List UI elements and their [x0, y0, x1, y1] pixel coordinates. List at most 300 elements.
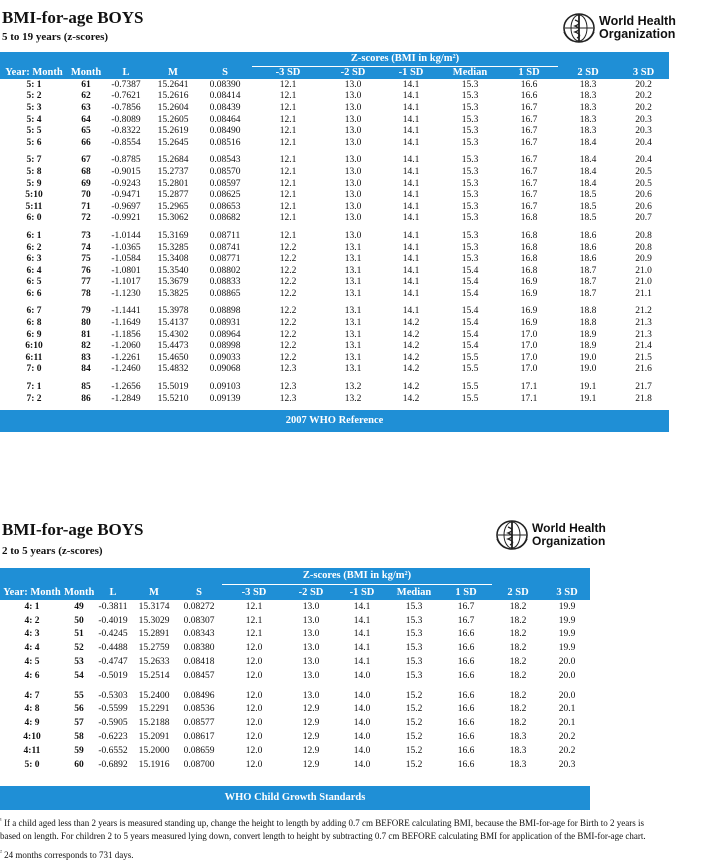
cell-minus3sd: 12.2 — [279, 341, 297, 352]
cell-s: 0.08464 — [209, 114, 241, 125]
cell-minus1sd: 14.2 — [402, 352, 420, 363]
cell-minus3sd: 12.2 — [279, 242, 297, 253]
cell-l: -0.9921 — [111, 213, 141, 224]
cell-minus1sd: 14.1 — [402, 166, 420, 177]
cell-minus1sd: 14.0 — [353, 690, 371, 701]
cell-l: -1.1017 — [111, 277, 141, 288]
cell-plus1sd: 16.8 — [520, 254, 538, 265]
cell-minus2sd: 13.0 — [344, 102, 362, 113]
table-row — [0, 655, 590, 669]
cell-s: 0.08964 — [209, 329, 241, 340]
logo-text-line2: Organization — [599, 27, 676, 41]
cell-plus3sd: 20.4 — [635, 155, 652, 166]
cell-minus3sd: 12.3 — [279, 364, 297, 375]
cell-m: 15.3825 — [157, 288, 189, 299]
cell-plus3sd: 20.5 — [635, 166, 652, 177]
cell-s: 0.09068 — [209, 364, 241, 375]
cell-median: 15.4 — [461, 288, 479, 299]
column-header-minus3sd: -3 SD — [252, 66, 324, 79]
cell-minus3sd: 12.1 — [279, 230, 297, 241]
cell-m: 15.5210 — [157, 393, 189, 404]
cell-m: 15.3408 — [157, 254, 189, 265]
cell-minus2sd: 12.9 — [302, 732, 320, 743]
cell-l: -1.0144 — [111, 230, 141, 241]
cell-plus3sd: 20.3 — [558, 759, 576, 770]
cell-plus3sd: 21.3 — [635, 329, 652, 340]
cell-year-month: 6: 6 — [26, 288, 42, 299]
cell-plus1sd: 17.0 — [520, 352, 538, 363]
cell-plus1sd: 16.6 — [520, 79, 538, 90]
cell-m: 15.4302 — [157, 329, 189, 340]
cell-s: 0.08998 — [209, 341, 241, 352]
table-footer-label: 2007 WHO Reference — [285, 415, 384, 426]
cell-median: 15.3 — [461, 102, 479, 113]
column-header-plus1sd: 1 SD — [440, 584, 492, 600]
cell-s: 0.08898 — [209, 306, 241, 317]
cell-l: -1.2849 — [111, 393, 141, 404]
cell-minus3sd: 12.0 — [245, 670, 263, 681]
cell-plus2sd: 18.6 — [579, 254, 597, 265]
cell-minus1sd: 14.0 — [353, 718, 371, 729]
table-row — [0, 744, 590, 758]
cell-l: -0.4488 — [98, 643, 128, 654]
cell-m: 15.2641 — [157, 79, 189, 90]
cell-minus3sd: 12.1 — [279, 126, 297, 137]
cell-plus3sd: 20.0 — [558, 690, 576, 701]
cell-minus1sd: 14.1 — [353, 657, 371, 668]
cell-plus2sd: 18.3 — [579, 126, 597, 137]
cell-s: 0.08496 — [183, 690, 215, 701]
cell-m: 15.3679 — [157, 277, 189, 288]
zscore-header: Z-scores (BMI in kg/m²) — [222, 568, 492, 584]
table-row — [0, 614, 590, 628]
cell-year-month: 4: 2 — [24, 615, 40, 626]
cell-year-month: 6:11 — [25, 352, 43, 363]
cell-plus2sd: 18.2 — [509, 670, 527, 681]
cell-plus1sd: 16.7 — [457, 601, 475, 612]
cell-plus1sd: 16.7 — [520, 178, 538, 189]
table-row — [0, 641, 590, 655]
cell-m: 15.2000 — [138, 745, 170, 756]
cell-plus1sd: 16.7 — [520, 114, 538, 125]
column-header-minus1sd: -1 SD — [382, 66, 440, 79]
cell-year-month: 4: 7 — [24, 690, 40, 701]
cell-year-month: 4: 9 — [24, 718, 40, 729]
cell-s: 0.08543 — [209, 155, 241, 166]
cell-minus2sd: 13.1 — [344, 352, 362, 363]
cell-month: 66 — [81, 137, 91, 148]
cell-s: 0.08570 — [209, 166, 241, 177]
cell-median: 15.2 — [405, 745, 423, 756]
cell-year-month: 7: 0 — [26, 364, 42, 375]
cell-minus3sd: 12.1 — [279, 155, 297, 166]
zscore-header: Z-scores (BMI in kg/m²) — [252, 52, 558, 66]
cell-plus3sd: 20.2 — [635, 79, 652, 90]
cell-year-month: 5: 8 — [26, 166, 42, 177]
cell-s: 0.08418 — [183, 657, 215, 668]
cell-median: 15.4 — [461, 341, 479, 352]
cell-minus3sd: 12.0 — [245, 704, 263, 715]
cell-s: 0.08682 — [209, 213, 241, 224]
cell-l: -0.8322 — [111, 126, 141, 137]
cell-l: -0.4245 — [98, 629, 128, 640]
cell-minus2sd: 13.1 — [344, 254, 362, 265]
cell-year-month: 5: 6 — [26, 137, 42, 148]
cell-plus2sd: 18.8 — [579, 318, 597, 329]
cell-plus1sd: 16.6 — [457, 759, 475, 770]
cell-minus1sd: 14.1 — [402, 213, 420, 224]
column-header-m: M — [132, 584, 176, 600]
cell-minus3sd: 12.1 — [279, 178, 297, 189]
cell-year-month: 6: 4 — [26, 265, 42, 276]
cell-plus1sd: 17.1 — [520, 382, 538, 393]
cell-year-month: 6: 8 — [26, 318, 42, 329]
cell-s: 0.08516 — [209, 137, 241, 148]
column-header-s: S — [176, 584, 222, 600]
cell-s: 0.08439 — [209, 102, 241, 113]
cell-minus1sd: 14.2 — [402, 329, 420, 340]
cell-plus1sd: 16.6 — [457, 690, 475, 701]
cell-minus2sd: 12.9 — [302, 759, 320, 770]
cell-median: 15.3 — [461, 126, 479, 137]
cell-median: 15.3 — [461, 137, 479, 148]
cell-plus3sd: 19.9 — [558, 643, 576, 654]
cell-l: -0.5303 — [98, 690, 128, 701]
cell-plus1sd: 16.7 — [520, 126, 538, 137]
cell-month: 49 — [74, 601, 84, 612]
cell-plus2sd: 18.2 — [509, 657, 527, 668]
cell-plus3sd: 20.6 — [635, 190, 652, 201]
cell-s: 0.08457 — [183, 670, 215, 681]
cell-m: 15.2633 — [138, 657, 170, 668]
cell-s: 0.08865 — [209, 288, 241, 299]
cell-plus1sd: 16.6 — [457, 718, 475, 729]
table-row — [0, 288, 669, 300]
cell-year-month: 4: 4 — [24, 643, 40, 654]
cell-plus2sd: 18.9 — [579, 329, 597, 340]
cell-l: -1.1230 — [111, 288, 141, 299]
cell-l: -0.4019 — [98, 615, 128, 626]
cell-m: 15.2616 — [157, 91, 189, 102]
cell-month: 62 — [81, 91, 91, 102]
cell-minus2sd: 13.2 — [344, 393, 362, 404]
cell-s: 0.08490 — [209, 126, 241, 137]
table-row — [0, 178, 669, 190]
cell-plus3sd: 19.9 — [558, 629, 576, 640]
cell-minus1sd: 14.2 — [402, 364, 420, 375]
cell-l: -0.7387 — [111, 79, 141, 90]
cell-l: -0.5905 — [98, 718, 128, 729]
cell-month: 69 — [81, 178, 91, 189]
cell-year-month: 6: 3 — [26, 254, 42, 265]
cell-m: 15.4832 — [157, 364, 189, 375]
cell-plus3sd: 20.3 — [635, 126, 652, 137]
cell-minus1sd: 14.1 — [402, 155, 420, 166]
logo-text-line1: World Health — [599, 14, 676, 28]
cell-plus2sd: 18.6 — [579, 242, 597, 253]
cell-plus3sd: 20.8 — [635, 242, 652, 253]
cell-year-month: 4: 1 — [24, 601, 40, 612]
cell-m: 15.2514 — [138, 670, 170, 681]
cell-plus1sd: 16.7 — [520, 201, 538, 212]
table-row — [0, 265, 669, 277]
cell-plus1sd: 16.6 — [520, 91, 538, 102]
cell-m: 15.2737 — [157, 166, 189, 177]
cell-minus1sd: 14.1 — [402, 126, 420, 137]
cell-l: -1.2060 — [111, 341, 141, 352]
cell-month: 56 — [74, 704, 84, 715]
cell-median: 15.2 — [405, 718, 423, 729]
cell-minus1sd: 14.1 — [402, 137, 420, 148]
cell-median: 15.3 — [461, 178, 479, 189]
cell-minus3sd: 12.0 — [245, 732, 263, 743]
cell-minus1sd: 14.2 — [402, 393, 420, 404]
cell-month: 82 — [81, 341, 91, 352]
table-row — [0, 213, 669, 225]
cell-plus1sd: 16.6 — [457, 629, 475, 640]
cell-l: -0.8089 — [111, 114, 141, 125]
cell-minus1sd: 14.1 — [353, 615, 371, 626]
who-emblem-icon — [495, 519, 529, 551]
cell-minus3sd: 12.1 — [245, 615, 263, 626]
cell-median: 15.2 — [405, 759, 423, 770]
cell-plus1sd: 16.6 — [457, 670, 475, 681]
cell-median: 15.4 — [461, 265, 479, 276]
table-row — [0, 79, 669, 91]
cell-minus2sd: 13.0 — [344, 137, 362, 148]
cell-minus3sd: 12.2 — [279, 277, 297, 288]
cell-minus3sd: 12.2 — [279, 329, 297, 340]
cell-l: -0.9697 — [111, 201, 141, 212]
cell-plus3sd: 21.8 — [635, 393, 652, 404]
table-row — [0, 125, 669, 137]
cell-minus1sd: 14.1 — [402, 242, 420, 253]
cell-plus1sd: 16.6 — [457, 643, 475, 654]
cell-l: -1.1441 — [111, 306, 141, 317]
cell-minus1sd: 14.1 — [402, 230, 420, 241]
cell-s: 0.08617 — [183, 732, 215, 743]
cell-minus3sd: 12.0 — [245, 718, 263, 729]
cell-plus2sd: 18.9 — [579, 341, 597, 352]
cell-plus3sd: 20.5 — [635, 178, 652, 189]
cell-minus2sd: 13.1 — [344, 329, 362, 340]
column-header-l: L — [94, 584, 132, 600]
cell-s: 0.08700 — [183, 759, 215, 770]
table-row — [0, 730, 590, 744]
cell-minus3sd: 12.1 — [279, 201, 297, 212]
cell-year-month: 5: 7 — [26, 155, 42, 166]
cell-month: 78 — [81, 288, 91, 299]
footnote-1-line2: based on length. For children 2 to 5 years measured lying down, convert length to height by subtracting 0.7 cm BEFORE calculating BMI for application of the BMI-for-age chart. — [0, 831, 646, 841]
cell-minus2sd: 13.1 — [344, 277, 362, 288]
footnote-1-marker: ¹ — [0, 818, 2, 824]
cell-l: -1.1649 — [111, 318, 141, 329]
cell-m: 15.1916 — [138, 759, 170, 770]
cell-minus1sd: 14.1 — [402, 79, 420, 90]
cell-plus3sd: 21.0 — [635, 265, 652, 276]
cell-l: -0.9015 — [111, 166, 141, 177]
cell-month: 76 — [81, 265, 91, 276]
cell-minus1sd: 14.1 — [402, 277, 420, 288]
cell-median: 15.3 — [461, 79, 479, 90]
cell-minus2sd: 13.0 — [344, 114, 362, 125]
column-header-plus3sd: 3 SD — [618, 66, 669, 79]
cell-plus2sd: 18.6 — [579, 230, 597, 241]
cell-s: 0.08307 — [183, 615, 215, 626]
cell-minus3sd: 12.2 — [279, 288, 297, 299]
cell-plus1sd: 16.7 — [457, 615, 475, 626]
cell-minus1sd: 14.0 — [353, 745, 371, 756]
cell-minus3sd: 12.1 — [279, 102, 297, 113]
page-subtitle: 2 to 5 years (z-scores) — [2, 545, 103, 557]
cell-minus3sd: 12.0 — [245, 759, 263, 770]
cell-median: 15.3 — [461, 114, 479, 125]
table-footer-label: WHO Child Growth Standards — [224, 792, 366, 803]
table-footer-bar — [0, 786, 590, 810]
column-header-year-month: Year: Month — [0, 66, 68, 79]
cell-plus2sd: 18.2 — [509, 643, 527, 654]
cell-m: 15.3285 — [157, 242, 189, 253]
cell-plus3sd: 20.1 — [558, 718, 576, 729]
cell-plus3sd: 21.1 — [635, 288, 652, 299]
cell-s: 0.08343 — [183, 629, 215, 640]
cell-median: 15.3 — [461, 155, 479, 166]
cell-year-month: 5: 3 — [26, 102, 42, 113]
cell-plus1sd: 16.7 — [520, 190, 538, 201]
cell-s: 0.08414 — [209, 91, 241, 102]
cell-minus3sd: 12.1 — [279, 91, 297, 102]
cell-year-month: 7: 2 — [26, 393, 42, 404]
cell-minus2sd: 13.0 — [344, 166, 362, 177]
cell-s: 0.08833 — [209, 277, 241, 288]
table-row — [0, 329, 669, 341]
cell-minus2sd: 13.0 — [302, 643, 320, 654]
cell-year-month: 4: 3 — [24, 629, 40, 640]
cell-plus3sd: 21.3 — [635, 318, 652, 329]
table-row — [0, 253, 669, 265]
cell-month: 64 — [81, 114, 91, 125]
page-subtitle: 5 to 19 years (z-scores) — [2, 31, 109, 43]
cell-plus2sd: 18.8 — [579, 306, 597, 317]
cell-median: 15.5 — [461, 393, 479, 404]
cell-plus2sd: 19.1 — [579, 393, 597, 404]
cell-plus2sd: 19.1 — [579, 382, 597, 393]
cell-year-month: 6: 0 — [26, 213, 42, 224]
cell-plus1sd: 16.7 — [520, 155, 538, 166]
table-row — [0, 201, 669, 213]
cell-plus3sd: 20.0 — [558, 657, 576, 668]
table-row — [0, 628, 590, 642]
table-row — [0, 155, 669, 167]
cell-plus1sd: 16.6 — [457, 745, 475, 756]
cell-plus1sd: 16.9 — [520, 277, 538, 288]
cell-month: 59 — [74, 745, 84, 756]
logo-text-line2: Organization — [532, 534, 606, 548]
cell-s: 0.08659 — [183, 745, 215, 756]
who-emblem-icon — [562, 12, 596, 44]
cell-plus2sd: 18.2 — [509, 718, 527, 729]
cell-year-month: 5:10 — [25, 190, 43, 201]
cell-plus3sd: 21.7 — [635, 382, 652, 393]
cell-minus3sd: 12.0 — [245, 745, 263, 756]
cell-s: 0.08711 — [209, 230, 241, 241]
cell-s: 0.08272 — [183, 601, 215, 612]
cell-median: 15.2 — [405, 732, 423, 743]
cell-year-month: 4: 6 — [24, 670, 40, 681]
cell-l: -0.6223 — [98, 732, 128, 743]
cell-plus2sd: 18.7 — [579, 265, 597, 276]
page-title: BMI-for-age BOYS — [2, 520, 144, 539]
table-row — [0, 102, 669, 114]
column-header-month: Month — [64, 584, 94, 600]
cell-minus1sd: 14.1 — [402, 306, 420, 317]
cell-l: -1.2656 — [111, 382, 141, 393]
cell-plus2sd: 18.5 — [579, 213, 597, 224]
cell-minus2sd: 13.1 — [344, 318, 362, 329]
cell-month: 63 — [81, 102, 91, 113]
cell-month: 72 — [81, 213, 91, 224]
table-row — [0, 91, 669, 103]
column-header-year-month: Year: Month — [0, 584, 64, 600]
cell-month: 51 — [74, 629, 84, 640]
cell-year-month: 6: 7 — [26, 306, 42, 317]
cell-m: 15.4473 — [157, 341, 189, 352]
cell-minus3sd: 12.1 — [245, 629, 263, 640]
cell-minus1sd: 14.2 — [402, 341, 420, 352]
cell-plus2sd: 18.2 — [509, 615, 527, 626]
cell-m: 15.2604 — [157, 102, 189, 113]
cell-plus2sd: 18.3 — [579, 91, 597, 102]
cell-median: 15.3 — [461, 254, 479, 265]
cell-m: 15.2188 — [138, 718, 170, 729]
cell-month: 50 — [74, 615, 84, 626]
cell-l: -1.1856 — [111, 329, 141, 340]
cell-plus2sd: 18.4 — [579, 166, 597, 177]
cell-month: 68 — [81, 166, 91, 177]
cell-median: 15.3 — [461, 201, 479, 212]
table-row — [0, 230, 669, 242]
cell-month: 57 — [74, 718, 84, 729]
cell-minus2sd: 12.9 — [302, 718, 320, 729]
cell-median: 15.3 — [461, 91, 479, 102]
cell-s: 0.08741 — [209, 242, 241, 253]
column-header-plus3sd: 3 SD — [544, 584, 590, 600]
column-header-median: Median — [388, 584, 440, 600]
column-header-month: Month — [68, 66, 104, 79]
cell-month: 58 — [74, 732, 84, 743]
table-row — [0, 166, 669, 178]
cell-plus3sd: 19.9 — [558, 601, 576, 612]
cell-minus3sd: 12.0 — [245, 690, 263, 701]
footnote-2-marker: ² — [0, 850, 2, 856]
cell-m: 15.2801 — [157, 178, 189, 189]
cell-month: 65 — [81, 126, 91, 137]
cell-plus2sd: 18.2 — [509, 601, 527, 612]
cell-s: 0.08577 — [183, 718, 215, 729]
table-row — [0, 364, 669, 376]
who-logo — [562, 12, 676, 44]
cell-l: -0.8554 — [111, 137, 141, 148]
cell-year-month: 6:10 — [25, 341, 43, 352]
cell-minus2sd: 13.0 — [344, 230, 362, 241]
cell-month: 83 — [81, 352, 91, 363]
cell-minus3sd: 12.3 — [279, 382, 297, 393]
cell-l: -0.9243 — [111, 178, 141, 189]
table-row — [0, 114, 669, 126]
cell-l: -0.5019 — [98, 670, 128, 681]
cell-year-month: 5: 0 — [24, 759, 40, 770]
cell-plus1sd: 16.9 — [520, 306, 538, 317]
